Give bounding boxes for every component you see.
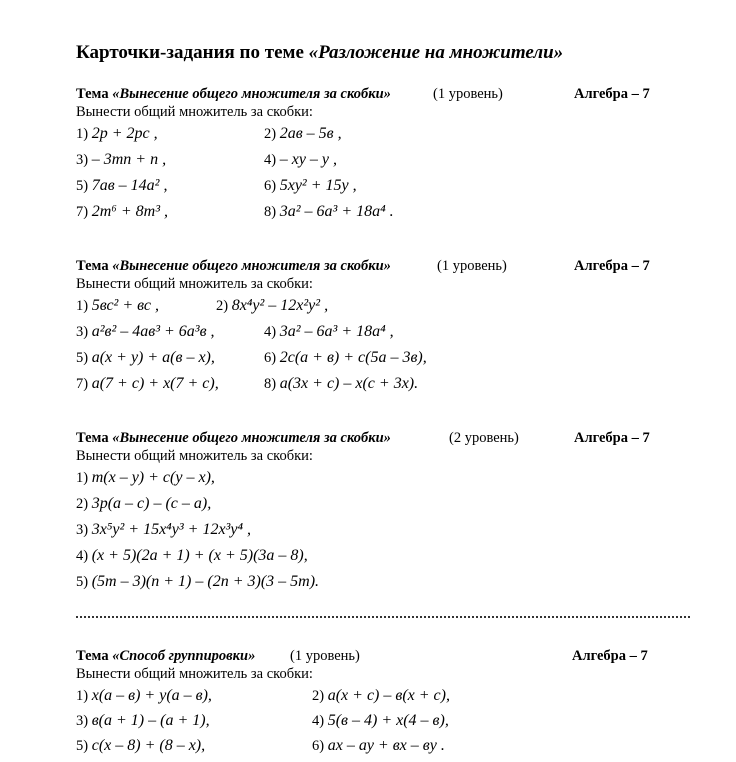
task-row xyxy=(76,543,660,569)
task-item: 4) (x + 5)(2a + 1) + (x + 5)(3a – 8), xyxy=(76,547,308,564)
instruction: Вынести общий множитель за скобки: xyxy=(76,666,313,682)
level-label: (2 уровень) xyxy=(449,430,519,446)
course-label: Алгебра – 7 xyxy=(574,86,650,102)
task-row xyxy=(76,733,660,758)
task-item: 5) c(x – 8) + (8 – x), xyxy=(76,737,206,754)
task-item: 7) a(7 + c) + x(7 + c), xyxy=(76,375,219,392)
instruction: Вынести общий множитель за скобки: xyxy=(76,448,313,464)
title-prefix: Карточки-задания по теме xyxy=(76,42,309,63)
task-item: 4) – xy – y , xyxy=(264,151,338,168)
task-item: 8) 3a² – 6a³ + 18a⁴ . xyxy=(264,203,394,220)
level-label: (1 уровень) xyxy=(433,86,503,102)
course-label: Алгебра – 7 xyxy=(574,258,650,274)
task-card-2 xyxy=(76,258,660,397)
instruction: Вынести общий множитель за скобки: xyxy=(76,104,313,120)
task-item: 3) a²в² – 4aв³ + 6a³в , xyxy=(76,323,215,340)
task-item: 2) 3p(a – c) – (c – a), xyxy=(76,495,212,512)
task-row xyxy=(76,121,660,147)
task-item: 3) – 3mn + n , xyxy=(76,151,167,168)
level-label: (1 уровень) xyxy=(437,258,507,274)
task-item: 5) a(x + y) + a(в – x), xyxy=(76,349,215,366)
task-row xyxy=(76,517,660,543)
task-item: 1) m(x – y) + c(y – x), xyxy=(76,469,215,486)
task-item: 6) 5xy² + 15y , xyxy=(264,177,357,194)
tema-title: Тема «Вынесение общего множителя за скобки» xyxy=(76,86,391,102)
task-item: 6) 2c(a + в) + c(5a – 3в), xyxy=(264,349,427,366)
card-header xyxy=(76,648,660,666)
task-row xyxy=(76,319,660,345)
dotted-divider xyxy=(76,616,690,618)
task-row xyxy=(76,708,660,733)
card-header xyxy=(76,86,660,104)
page-title xyxy=(76,42,563,64)
task-item: 5) 7ав – 14a² , xyxy=(76,177,168,194)
task-item: 4) 3a² – 6a³ + 18a⁴ , xyxy=(264,323,394,340)
tema-title: Тема «Вынесение общего множителя за скобки» xyxy=(76,430,391,446)
task-item: 7) 2m⁶ + 8m³ , xyxy=(76,203,168,220)
task-item: 8) a(3x + c) – x(c + 3x). xyxy=(264,375,419,392)
task-card-4 xyxy=(76,648,660,758)
course-label: Алгебра – 7 xyxy=(572,648,648,664)
task-row xyxy=(76,293,660,319)
task-item: 2) a(x + c) – в(x + c), xyxy=(312,687,450,704)
tema-title: Тема «Способ группировки» xyxy=(76,648,256,664)
task-item: 1) 5вс² + вс , xyxy=(76,297,159,314)
tema-title: Тема «Вынесение общего множителя за скобки» xyxy=(76,258,391,274)
task-item: 2) 2ав – 5в , xyxy=(264,125,342,142)
task-row xyxy=(76,569,660,595)
task-row xyxy=(76,683,660,708)
task-row xyxy=(76,199,660,225)
task-item: 4) 5(в – 4) + x(4 – в), xyxy=(312,712,449,729)
task-item: 6) ax – ay + вx – вy . xyxy=(312,737,445,754)
card-header xyxy=(76,430,660,448)
task-row xyxy=(76,173,660,199)
course-label: Алгебра – 7 xyxy=(574,430,650,446)
task-row xyxy=(76,345,660,371)
task-item: 5) (5m – 3)(n + 1) – (2n + 3)(3 – 5m). xyxy=(76,573,320,590)
task-card-3 xyxy=(76,430,660,595)
card-header xyxy=(76,258,660,276)
task-card-1 xyxy=(76,86,660,225)
task-row xyxy=(76,371,660,397)
instruction: Вынести общий множитель за скобки: xyxy=(76,276,313,292)
task-item: 3) 3x⁵y² + 15x⁴y³ + 12x³y⁴ , xyxy=(76,521,251,538)
title-topic: «Разложение на множители» xyxy=(308,42,564,63)
level-label: (1 уровень) xyxy=(290,648,360,664)
task-row xyxy=(76,491,660,517)
task-row xyxy=(76,147,660,173)
task-item: 2) 8x⁴y² – 12x²y² , xyxy=(216,297,329,314)
task-item: 1) x(a – в) + y(a – в), xyxy=(76,687,212,704)
task-item: 1) 2p + 2pc , xyxy=(76,125,158,142)
task-row xyxy=(76,465,660,491)
task-item: 3) в(a + 1) – (a + 1), xyxy=(76,712,210,729)
